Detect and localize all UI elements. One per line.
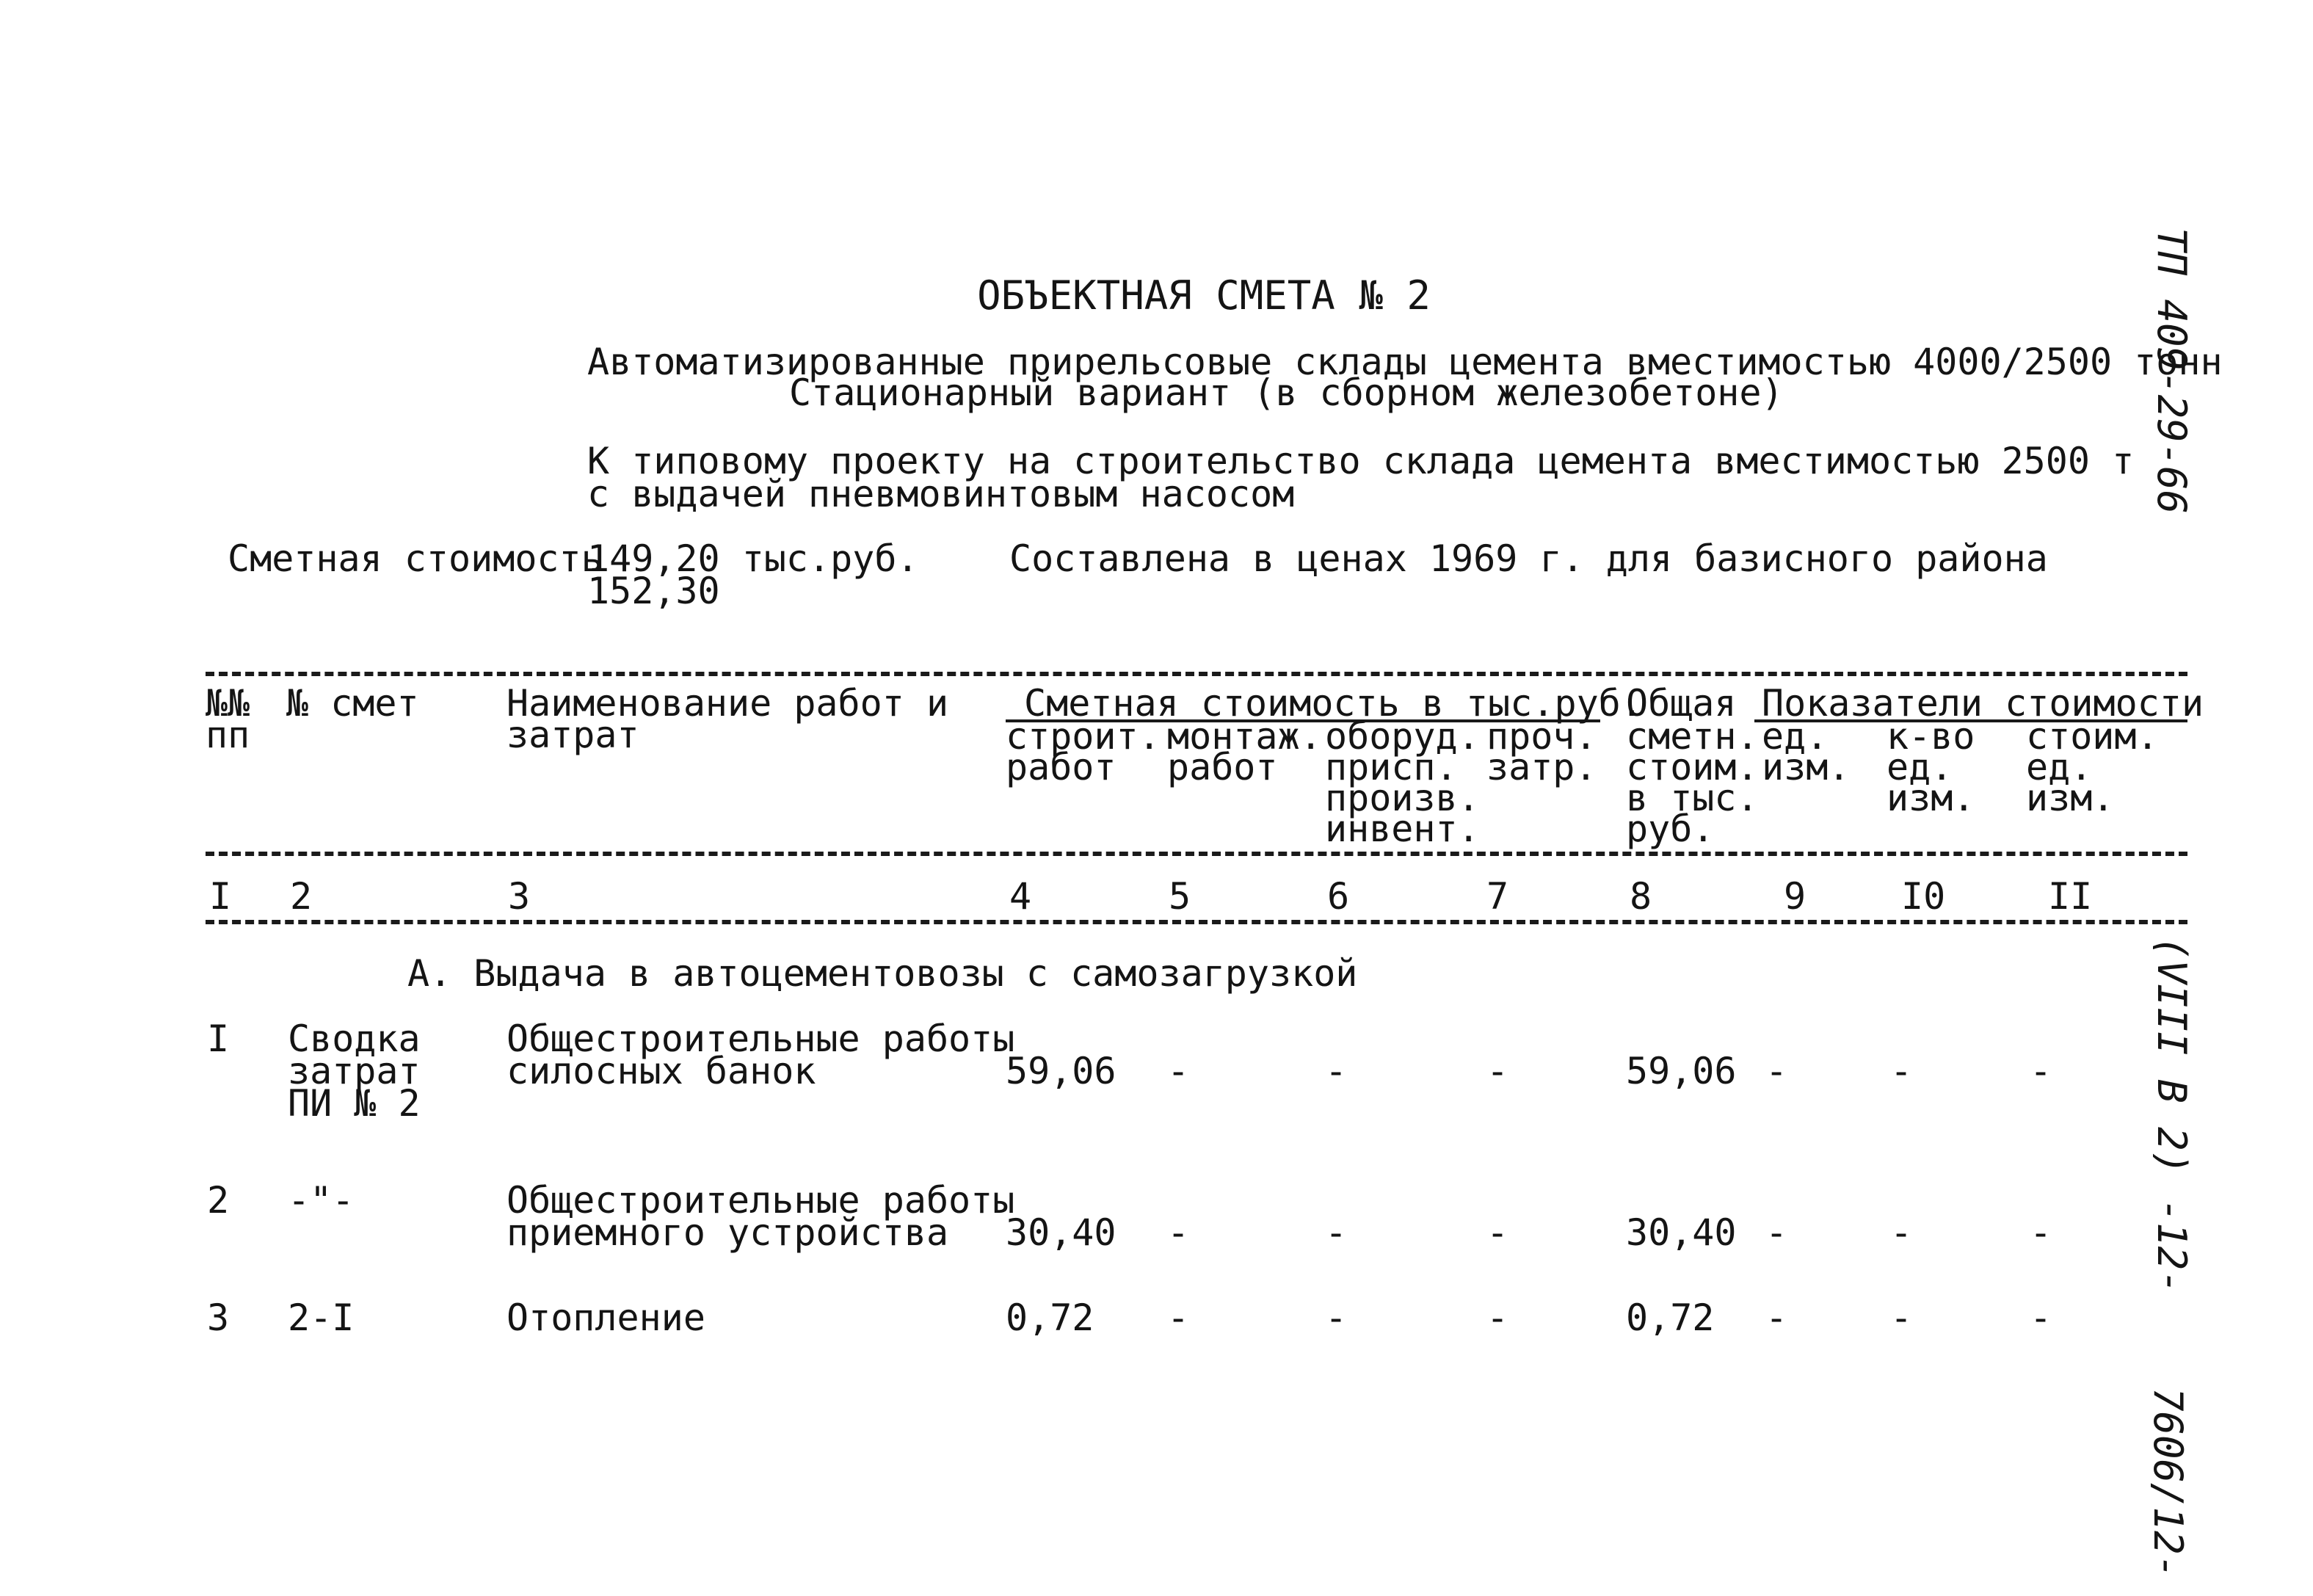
row-estimate-line1: Сводка bbox=[288, 1018, 421, 1060]
header-total-line2: сметн. bbox=[1626, 715, 1759, 758]
colnum-8: 8 bbox=[1630, 875, 1652, 918]
row-num: 3 bbox=[207, 1296, 230, 1339]
subtitle-line-2: Стационарный вариант (в сборном железобетоне) bbox=[789, 371, 1784, 414]
header-equipment-line1: оборуд. bbox=[1325, 715, 1480, 758]
header-other-line1: проч. bbox=[1486, 715, 1597, 758]
header-estimate: № смет bbox=[286, 682, 419, 725]
subtitle-line-1: Автоматизированные прирельсовые склады цемента вместимостью 4000/2500 тонн bbox=[587, 341, 2223, 383]
row-estimate-line2: затрат bbox=[288, 1050, 421, 1092]
colnum-6: 6 bbox=[1327, 875, 1350, 918]
header-total-line1: Общая bbox=[1626, 682, 1737, 725]
cost-value: 149,20 тыс.руб. bbox=[587, 537, 919, 580]
header-equipment-line3: произв. bbox=[1325, 777, 1480, 819]
row-total: 0,72 bbox=[1626, 1296, 1715, 1339]
side-note-album: (VIII B 2) -12- bbox=[2149, 936, 2195, 1294]
header-total-line4: в тыс. bbox=[1626, 777, 1759, 819]
header-unit-cost-line2: ед. bbox=[2026, 746, 2093, 788]
header-name-line2: затрат bbox=[506, 714, 639, 756]
header-equipment-line2: присп. bbox=[1325, 746, 1458, 788]
row-quantity: - bbox=[1890, 1050, 1913, 1092]
colnum-4: 4 bbox=[1009, 875, 1032, 918]
row-name-line2: приемного устройства bbox=[506, 1211, 949, 1254]
row-equipment: - bbox=[1325, 1050, 1348, 1092]
header-name-line1: Наименование работ и bbox=[506, 682, 949, 725]
colnum-9: 9 bbox=[1784, 875, 1807, 918]
header-quantity-line1: к-во bbox=[1887, 715, 1975, 758]
side-note-code: ТП 409-29-66 bbox=[2149, 228, 2195, 515]
row-installation: - bbox=[1167, 1211, 1190, 1254]
row-equipment: - bbox=[1325, 1211, 1348, 1254]
colnum-2: 2 bbox=[290, 875, 313, 918]
header-unit-line2: изм. bbox=[1762, 746, 1851, 788]
header-equipment-line4: инвент. bbox=[1325, 808, 1480, 850]
cost-label: Сметная стоимость bbox=[228, 537, 603, 580]
header-total-line3: стоим. bbox=[1626, 746, 1759, 788]
row-other: - bbox=[1486, 1211, 1509, 1254]
header-construction-line2: работ bbox=[1006, 746, 1116, 788]
cost-value-alt: 152,30 bbox=[587, 570, 720, 612]
prices-note: Составлена в ценах 1969 г. для базисного района bbox=[1009, 537, 2048, 580]
row-construction: 0,72 bbox=[1006, 1296, 1094, 1339]
colnum-11: II bbox=[2048, 875, 2093, 918]
header-quantity-line3: изм. bbox=[1887, 777, 1975, 819]
section-title: А. Выдача в автоцементовозы с самозагрузкой bbox=[407, 952, 1358, 995]
header-num-line2: пп bbox=[206, 714, 250, 756]
row-unit: - bbox=[1765, 1296, 1788, 1339]
row-installation: - bbox=[1167, 1050, 1190, 1092]
row-quantity: - bbox=[1890, 1296, 1913, 1339]
colnum-3: 3 bbox=[508, 875, 531, 918]
row-unit-cost: - bbox=[2030, 1211, 2052, 1254]
table-header-rule bbox=[206, 852, 2187, 856]
row-construction: 30,40 bbox=[1006, 1211, 1116, 1254]
row-name-line2: силосных банок bbox=[506, 1050, 816, 1092]
header-other-line2: затр. bbox=[1486, 746, 1597, 788]
row-unit: - bbox=[1765, 1211, 1788, 1254]
header-indicators-group: Показатели стоимости bbox=[1762, 682, 2204, 725]
row-total: 59,06 bbox=[1626, 1050, 1737, 1092]
header-unit-line1: ед. bbox=[1762, 715, 1829, 758]
row-num: 2 bbox=[207, 1179, 230, 1222]
colnum-1: I bbox=[209, 875, 232, 918]
colnum-10: I0 bbox=[1901, 875, 1946, 918]
row-unit: - bbox=[1765, 1050, 1788, 1092]
row-unit-cost: - bbox=[2030, 1050, 2052, 1092]
header-unit-cost-line1: стоим. bbox=[2026, 715, 2159, 758]
header-num-line1: №№ bbox=[206, 682, 250, 725]
row-estimate-line1: -"- bbox=[288, 1179, 355, 1222]
colnum-5: 5 bbox=[1169, 875, 1191, 918]
row-other: - bbox=[1486, 1050, 1509, 1092]
row-num: I bbox=[207, 1018, 230, 1060]
table-numbers-rule bbox=[206, 920, 2187, 924]
row-unit-cost: - bbox=[2030, 1296, 2052, 1339]
row-estimate-line1: 2-I bbox=[288, 1296, 355, 1339]
row-estimate-line3: ПИ № 2 bbox=[288, 1082, 421, 1125]
row-total: 30,40 bbox=[1626, 1211, 1737, 1254]
project-line-1: К типовому проекту на строительство склада цемента вместимостью 2500 т bbox=[587, 440, 2135, 482]
row-name-line1: Общестроительные работы bbox=[506, 1018, 1015, 1060]
row-equipment: - bbox=[1325, 1296, 1348, 1339]
row-quantity: - bbox=[1890, 1211, 1913, 1254]
header-unit-cost-line3: изм. bbox=[2026, 777, 2115, 819]
header-installation-line1: монтаж. bbox=[1167, 715, 1322, 758]
header-cost-group: Сметная стоимость в тыс.руб. bbox=[1024, 682, 1643, 725]
row-other: - bbox=[1486, 1296, 1509, 1339]
colnum-7: 7 bbox=[1486, 875, 1509, 918]
project-line-2: с выдачей пневмовинтовым насосом bbox=[587, 473, 1295, 515]
header-installation-line2: работ bbox=[1167, 746, 1278, 788]
row-installation: - bbox=[1167, 1296, 1190, 1339]
header-total-line5: руб. bbox=[1626, 808, 1715, 850]
row-name-line1: Общестроительные работы bbox=[506, 1179, 1015, 1222]
row-construction: 59,06 bbox=[1006, 1050, 1116, 1092]
header-construction-line1: строит. bbox=[1006, 715, 1161, 758]
side-note-sheet: 7606/12- bbox=[2145, 1388, 2191, 1579]
header-quantity-line2: ед. bbox=[1887, 746, 1953, 788]
document-title: ОБЪЕКТНАЯ СМЕТА № 2 bbox=[977, 272, 1431, 319]
table-top-rule bbox=[206, 672, 2187, 676]
row-name-line1: Отопление bbox=[506, 1296, 705, 1339]
